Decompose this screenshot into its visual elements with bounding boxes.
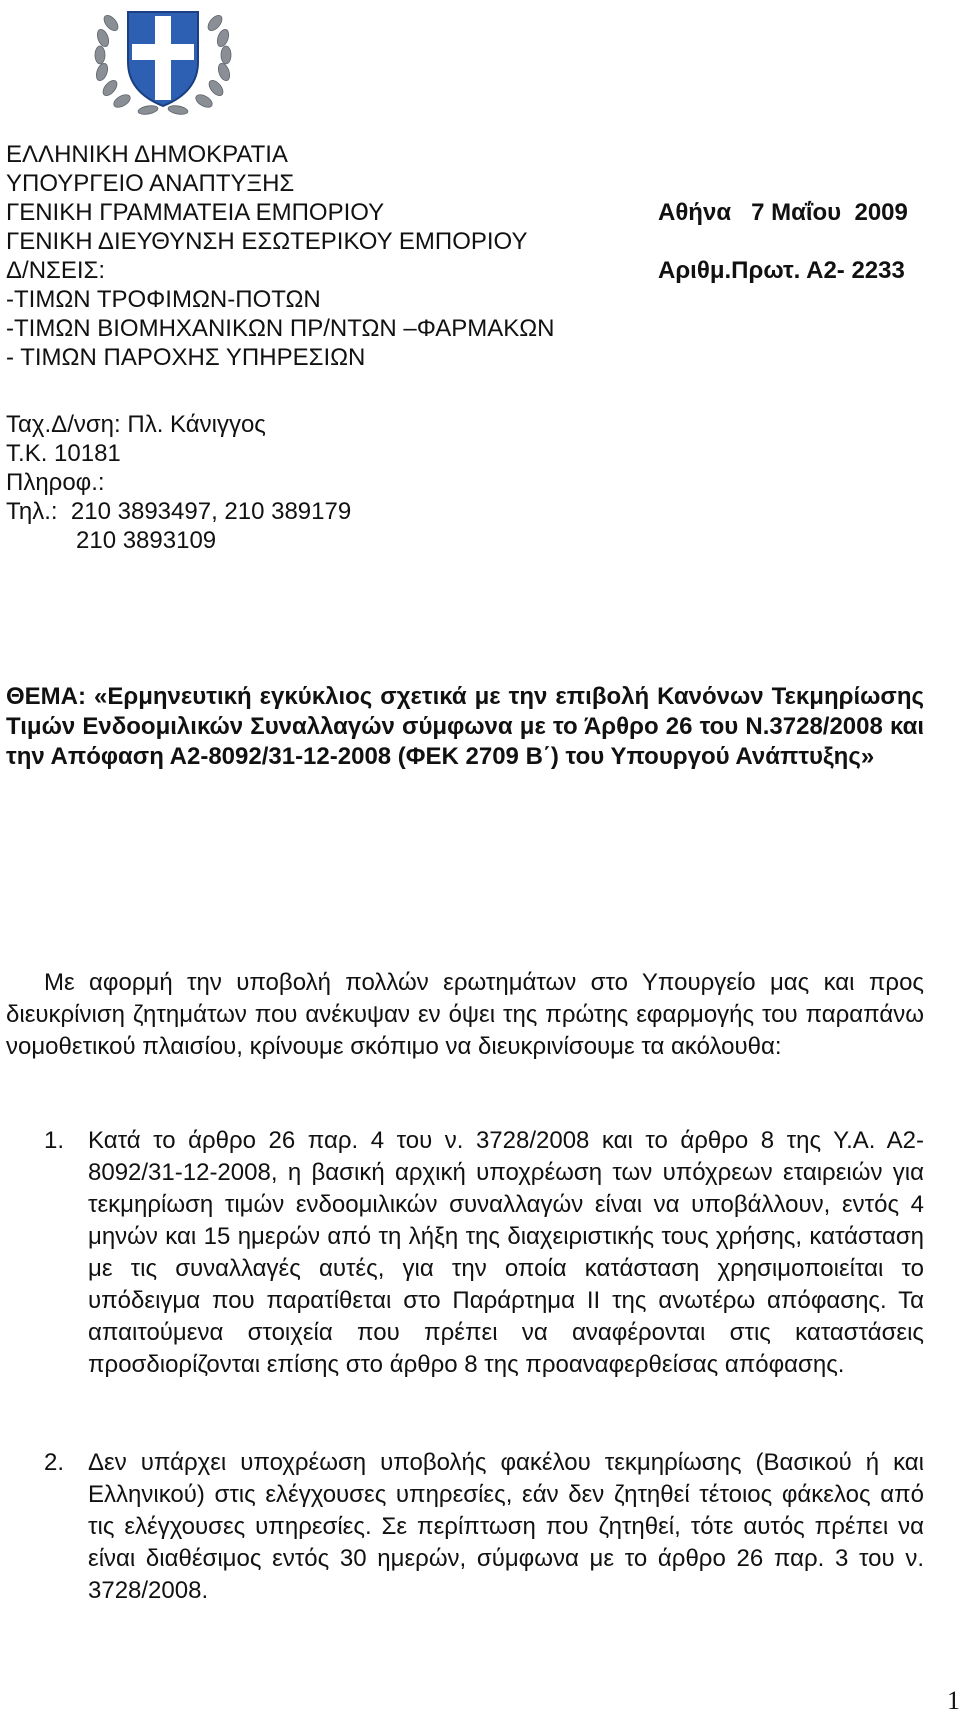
protocol-block (658, 256, 905, 285)
sender-header (6, 140, 626, 372)
intro-paragraph: Με αφορμή την υποβολή πολλών ερωτημάτων στο Υπουργείο μας και προς διευκρίνιση ζητημάτων που ανέκυψαν εν όψει της πρώτης εφαρμογής του παραπάνω νομοθετικού πλαισίου, κρίνουμε σκόπιμο να διευκρινίσουμε τα ακόλουθα: (6, 969, 924, 1060)
header-line: -ΤΙΜΩΝ ΤΡΟΦΙΜΩΝ-ΠΟΤΩΝ (6, 286, 321, 313)
list-item-text: Δεν υπάρχει υποχρέωση υποβολής φακέλου τεκμηρίωσης (Βασικού ή και Ελληνικού) στις ελέγχουσες υπηρεσίες, εάν δεν ζητηθεί τέτοιος φάκελος από τις ελέγχουσες υπηρεσίες. Σε περίπτωση που ζητηθεί, τότε αυτός πρέπει να είναι διαθέσιμος εντός 30 ημερών, σύμφωνα με το άρθρο 26 παρ. 3 του ν. 3728/2008. (88, 1449, 924, 1604)
list-item-number: 1. (44, 1127, 65, 1154)
document-date: Αθήνα 7 Μαΐου 2009 (658, 199, 908, 226)
list-item (6, 1125, 924, 1381)
postal-code: Τ.Κ. 10181 (6, 440, 121, 467)
header-line: ΥΠΟΥΡΓΕΙΟ ΑΝΑΠΤΥΞΗΣ (6, 170, 295, 197)
date-block (658, 198, 908, 227)
header-line: ΕΛΛΗΝΙΚΗ ΔΗΜΟΚΡΑΤΙΑ (6, 141, 288, 168)
contact-block (6, 410, 506, 555)
header-line: Δ/ΝΣΕΙΣ: (6, 257, 106, 284)
subject-title: ΘΕΜΑ: «Ερμηνευτική εγκύκλιος σχετικά με την επιβολή Κανόνων Τεκμηρίωσης Τιμών Ενδοομιλικών Συναλλαγών σύμφωνα με το Άρθρο 26 του Ν.3728/2008 και την Απόφαση Α2-8092/31-12-2008 (ΦΕΚ 2709 Β΄) του Υπουργού Ανάπτυξης» (6, 683, 924, 770)
address: Ταχ.Δ/νση: Πλ. Κάνιγγος (6, 411, 266, 438)
page-number: 1 (947, 1686, 960, 1715)
header-line: ΓΕΝΙΚΗ ΔΙΕΥΘΥΝΣΗ ΕΣΩΤΕΡΙΚΟΥ ΕΜΠΟΡΙΟΥ (6, 228, 528, 255)
header-line: -ΤΙΜΩΝ ΒΙΟΜΗΧΑΝΙΚΩΝ ΠΡ/ΝΤΩΝ –ΦΑΡΜΑΚΩΝ (6, 315, 555, 342)
list-item-number: 2. (44, 1449, 65, 1476)
header-line: ΓΕΝΙΚΗ ΓΡΑΜΜΑΤΕΙΑ ΕΜΠΟΡΙΟΥ (6, 199, 385, 226)
phone-line-2: 210 3893109 (76, 527, 217, 554)
list-item-text: Κατά το άρθρο 26 παρ. 4 του ν. 3728/2008 και το άρθρο 8 της Υ.Α. Α2-8092/31-12-2008, η βασική αρχική υποχρέωση των υπόχρεων εταιρειών για τεκμηρίωση τιμών ενδοομιλικών συναλλαγών είναι να υποβάλλουν, εντός 4 μηνών και 15 ημερών από τη λήξη της διαχειριστικής τους χρήσης, κατάσταση με τις συναλλαγές αυτές, για την οποία κατάσταση χρησιμοποιείται το υπόδειγμα που παρατίθεται στο Παράρτημα ΙΙ της ανωτέρω απόφασης. Τα απαιτούμενα στοιχεία που πρέπει να αναφέρονται στις καταστάσεις προσδιορίζονται επίσης στο άρθρο 8 της προαναφερθείσας απόφασης. (88, 1127, 924, 1378)
list-item (6, 1447, 924, 1607)
protocol-number: Αριθμ.Πρωτ. Α2- 2233 (658, 257, 905, 284)
phone-line: Τηλ.: 210 3893497, 210 389179 (6, 498, 352, 525)
information-contact: Πληροφ.: (6, 469, 105, 496)
header-line: - ΤΙΜΩΝ ΠΑΡΟΧΗΣ ΥΠΗΡΕΣΙΩΝ (6, 344, 366, 371)
greek-emblem-icon (88, 0, 238, 118)
